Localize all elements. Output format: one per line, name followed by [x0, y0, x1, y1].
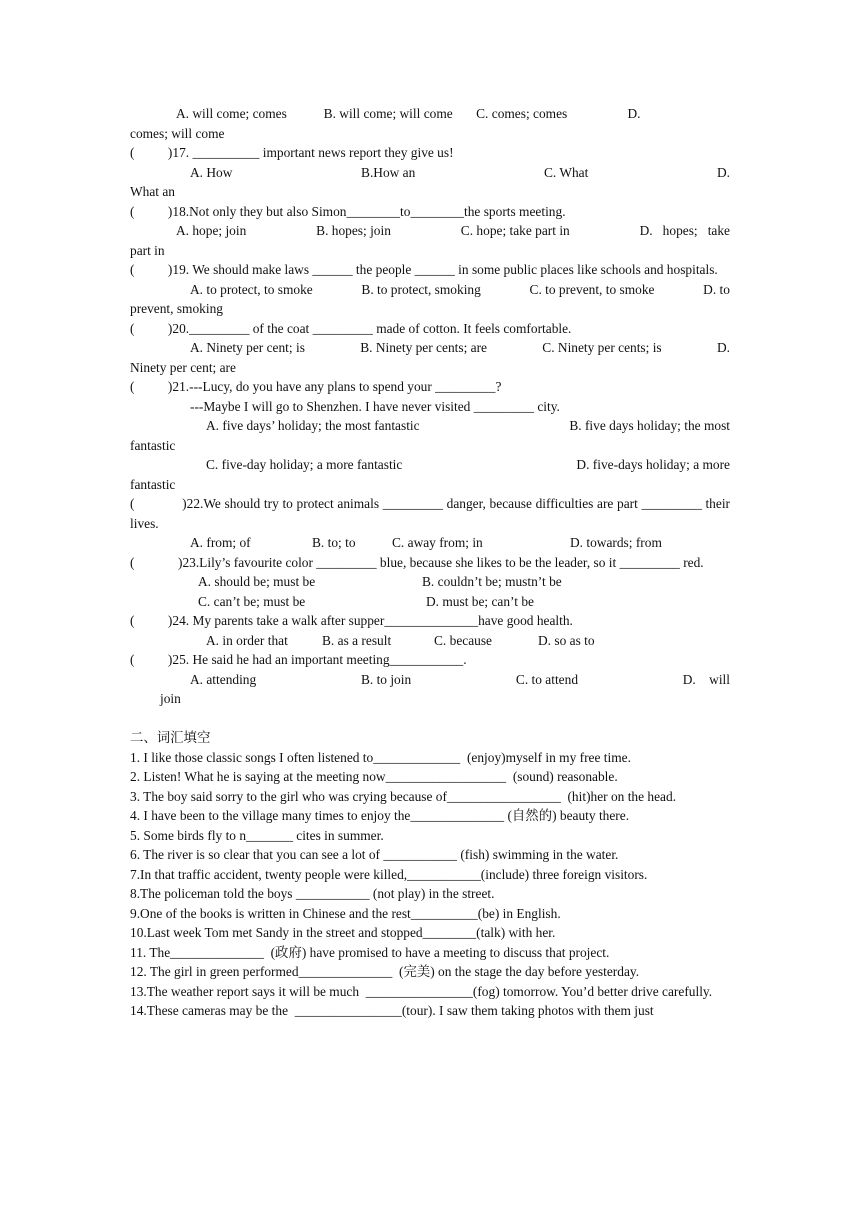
q17-option-a[interactable]: A. How: [190, 164, 233, 180]
q21-stem: ( )21.---Lucy, do you have any plans to spend your _________?: [130, 379, 502, 394]
q24-stem: ( )24. My parents take a walk after supper______________have good health.: [130, 613, 573, 628]
q22-option-b[interactable]: B. to; to: [312, 535, 356, 550]
q17-option-b[interactable]: B.How an: [361, 164, 416, 180]
vocab-item-12: 12. The girl in green performed______________ (完美) on the stage the day before yesterday.: [130, 964, 640, 979]
q19-options-wrap: prevent, smoking: [130, 301, 223, 316]
q17-options: [130, 163, 730, 183]
q23-option-d[interactable]: D. must be; can’t be: [426, 593, 534, 609]
q23-options-cd: [130, 592, 730, 612]
q19-option-a[interactable]: A. to protect, to smoke: [190, 281, 313, 297]
q18-option-b[interactable]: B. hopes; join: [316, 223, 391, 238]
section2-heading: 二、词汇填空: [130, 730, 211, 745]
q22-options: [130, 533, 730, 553]
q19-stem: ( )19. We should make laws ______ the people ______ in some public places like schools and hospitals.: [130, 262, 718, 277]
q17-option-c[interactable]: C. What: [543, 164, 589, 180]
q23-option-b[interactable]: B. couldn’t be; mustn’t be: [422, 574, 562, 589]
q24-options: [130, 631, 730, 651]
vocab-item-14: 14.These cameras may be the ________________(tour). I saw them taking photos with them just: [130, 1003, 654, 1018]
q23-option-c[interactable]: C. can’t be; must be: [198, 593, 306, 609]
q25-option-c[interactable]: C. to attend: [515, 671, 579, 687]
q19-option-d[interactable]: D. to: [703, 281, 730, 297]
q23-stem: ( )23.Lily’s favourite color _________ blue, because she likes to be the leader, so it _________ red.: [130, 554, 704, 570]
q20-option-d[interactable]: D.: [716, 340, 730, 355]
q21-option-d[interactable]: D. five-days holiday; a more: [576, 457, 730, 472]
q20-stem: ( )20._________ of the coat _________ made of cotton. It feels comfortable.: [130, 320, 572, 336]
q24-option-d[interactable]: D. so as to: [538, 632, 595, 648]
q17-options-wrap: What an: [130, 184, 175, 199]
vocab-item-13: 13.The weather report says it will be much ________________(fog) tomorrow. You’d better drive carefully.: [130, 983, 713, 999]
q22-stem: ( )22.We should try to protect animals _________ danger, because difficulties are part _________ their lives.: [130, 496, 734, 531]
vocab-item-1: 1. I like those classic songs I often listened to_____________ (enjoy)myself in my free time.: [130, 749, 631, 765]
q19-option-c[interactable]: C. to prevent, to smoke: [529, 281, 655, 297]
q17-stem: ( )17. __________ important news report they give us!: [130, 145, 454, 160]
vocab-item-11: 11. The______________ (政府) have promised to have a meeting to discuss that project.: [130, 944, 610, 960]
q18-options-wrap: part in: [130, 242, 165, 258]
q22-option-d[interactable]: D. towards; from: [570, 535, 662, 550]
q23-options-ab: [130, 572, 730, 592]
q21-options-wrap-1: fantastic: [130, 437, 176, 453]
section-spacer: [130, 709, 730, 729]
vocab-item-4: 4. I have been to the village many times to enjoy the______________ (自然的) beauty there.: [130, 808, 630, 823]
q24-option-c[interactable]: C. because: [434, 632, 493, 648]
q21-dialogue: ---Maybe I will go to Shenzhen. I have never visited _________ city.: [190, 398, 560, 414]
q23-option-a[interactable]: A. should be; must be: [198, 574, 316, 589]
q16-options-wrap: comes; will come: [130, 125, 225, 141]
q25-stem: ( )25. He said he had an important meeting___________.: [130, 652, 467, 667]
vocab-item-9: 9.One of the books is written in Chinese and the rest__________(be) in English.: [130, 905, 561, 921]
q25-option-d[interactable]: D. will: [682, 671, 730, 687]
vocab-item-10: 10.Last week Tom met Sandy in the street and stopped________(talk) with her.: [130, 925, 556, 940]
q24-option-a[interactable]: A. in order that: [206, 632, 288, 648]
q25-options-wrap: join: [160, 691, 181, 706]
vocab-item-2: 2. Listen! What he is saying at the meeting now__________________ (sound) reasonable.: [130, 769, 618, 784]
q22-option-a[interactable]: A. from; of: [190, 535, 251, 550]
q18-option-d[interactable]: D. hopes; take: [639, 223, 730, 238]
q18-options: [130, 221, 730, 241]
q21-options-cd: [130, 455, 730, 475]
q20-options: [130, 338, 730, 358]
q25-option-a[interactable]: A. attending: [190, 671, 257, 687]
q25-options: [130, 670, 730, 690]
q21-options-wrap-2: fantastic: [130, 476, 176, 492]
q24-option-b[interactable]: B. as a result: [322, 632, 392, 648]
q25-option-b[interactable]: B. to join: [360, 671, 412, 687]
q21-option-a[interactable]: A. five days’ holiday; the most fantastic: [206, 418, 420, 433]
q22-option-c[interactable]: C. away from; in: [392, 535, 483, 550]
q17-option-d[interactable]: D.: [716, 164, 730, 180]
vocab-item-3: 3. The boy said sorry to the girl who was crying because of_________________ (hit)her on the head.: [130, 788, 677, 804]
q21-option-b[interactable]: B. five days holiday; the most: [569, 418, 730, 433]
vocab-item-5: 5. Some birds fly to n_______ cites in summer.: [130, 827, 384, 843]
q20-options-wrap: Ninety per cent; are: [130, 359, 236, 375]
q21-options-ab: [130, 416, 730, 436]
q19-options: [130, 280, 730, 300]
q19-option-b[interactable]: B. to protect, smoking: [361, 281, 481, 297]
q16-options: A. will come; comes B. will come; will come C. comes; comes D.: [176, 106, 641, 121]
q18-stem: ( )18.Not only they but also Simon________to________the sports meeting.: [130, 203, 566, 219]
vocab-item-6: 6. The river is so clear that you can see a lot of ___________ (fish) swimming in the water.: [130, 847, 619, 862]
q20-option-c[interactable]: C. Ninety per cents; is: [542, 340, 662, 355]
worksheet-page: [130, 104, 734, 1021]
q18-option-a[interactable]: A. hope; join: [176, 223, 247, 238]
vocab-item-7: 7.In that traffic accident, twenty people were killed,___________(include) three foreign visitors.: [130, 866, 648, 882]
q18-option-c[interactable]: C. hope; take part in: [460, 223, 570, 238]
q21-option-c[interactable]: C. five-day holiday; a more fantastic: [206, 457, 403, 472]
q20-option-a[interactable]: A. Ninety per cent; is: [190, 340, 305, 355]
vocab-item-8: 8.The policeman told the boys ___________ (not play) in the street.: [130, 886, 495, 901]
q20-option-b[interactable]: B. Ninety per cents; are: [360, 340, 487, 355]
